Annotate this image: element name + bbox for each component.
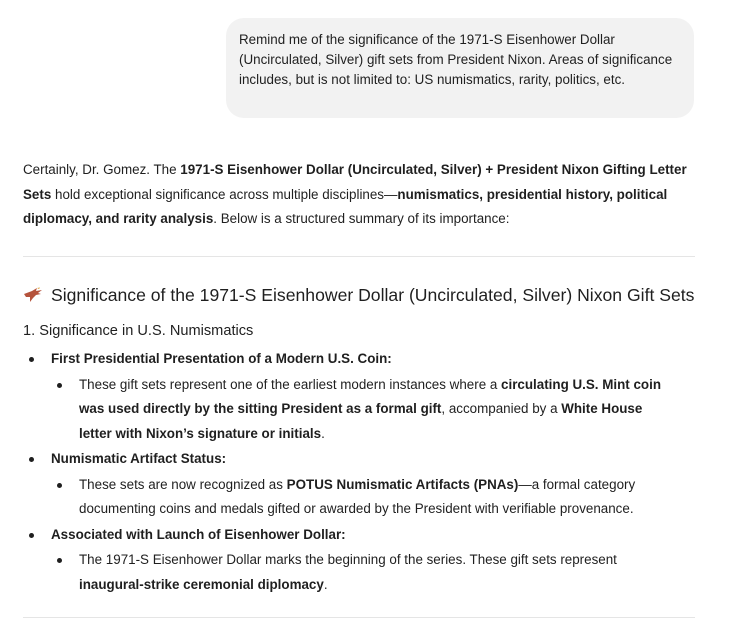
subitem-bold: circulating U.S. Mint coin was used directly by the sitting President as a formal gift (79, 376, 662, 416)
list-subitem (23, 473, 663, 522)
section-divider-bottom (23, 617, 695, 618)
list-item-label: Numismatic Artifact Status: (51, 451, 227, 466)
user-message-text: Remind me of the significance of the 1971-S Eisenhower Dollar (Uncirculated, Silver) gift sets from President Nixon. Areas of significance includes, but is not limited to: US numismatics, rarity, politics, etc. (239, 32, 673, 87)
intro-text-1: Certainly, Dr. Gomez. The (23, 162, 181, 177)
assistant-intro-paragraph (23, 158, 695, 232)
subitem-bold: White House letter with Nixon’s signature or initials (79, 401, 643, 441)
subitem-text: , accompanied by a (441, 401, 562, 416)
subitem-text: . (323, 576, 328, 592)
bullet-dot (29, 357, 34, 362)
bullet-dot (57, 558, 62, 563)
bullet-dot (29, 533, 34, 538)
subsection-title: 1. Significance in U.S. Numismatics (23, 323, 254, 339)
bullet-dot (29, 457, 34, 462)
subitem-text: These gift sets represent one of the earliest modern instances where a (79, 376, 502, 392)
list-item-label: First Presidential Presentation of a Modern U.S. Coin: (51, 351, 392, 366)
intro-text-2: hold exceptional significance across multiple disciplines— (51, 186, 398, 202)
section-divider-top (23, 256, 695, 257)
bullet-dot (57, 383, 62, 388)
list-subitem (23, 548, 663, 597)
intro-bold-2: numismatics, presidential history, political diplomacy, and rarity analysis (23, 186, 668, 226)
list-item (23, 523, 713, 548)
subitem-text: The 1971-S Eisenhower Dollar marks the beginning of the series. These gift sets represent (79, 552, 617, 567)
list-item (23, 447, 713, 472)
list-item-label: Associated with Launch of Eisenhower Dollar: (51, 526, 346, 542)
significance-list (23, 347, 713, 597)
user-message-bubble (226, 18, 694, 118)
eagle-icon (23, 287, 43, 303)
subitem-bold: inaugural-strike ceremonial diplomacy (79, 576, 324, 592)
list-item (23, 347, 713, 372)
list-subitem (23, 373, 663, 447)
subitem-text: —a formal category documenting coins and medals gifted or awarded by the President with verifiable provenance. (79, 476, 636, 516)
subitem-text: . (321, 425, 325, 441)
subitem-text: These sets are now recognized as (79, 476, 287, 492)
bullet-dot (57, 483, 62, 488)
subitem-bold: POTUS Numismatic Artifacts (PNAs) (286, 476, 519, 492)
section-heading (23, 282, 713, 308)
intro-text-3: . Below is a structured summary of its importance: (213, 211, 510, 226)
section-heading-title: Significance of the 1971-S Eisenhower Dollar (Uncirculated, Silver) Nixon Gift Sets (51, 285, 695, 305)
intro-bold-1: 1971-S Eisenhower Dollar (Uncirculated, Silver) + President Nixon Gifting Letter Sets (23, 162, 687, 202)
